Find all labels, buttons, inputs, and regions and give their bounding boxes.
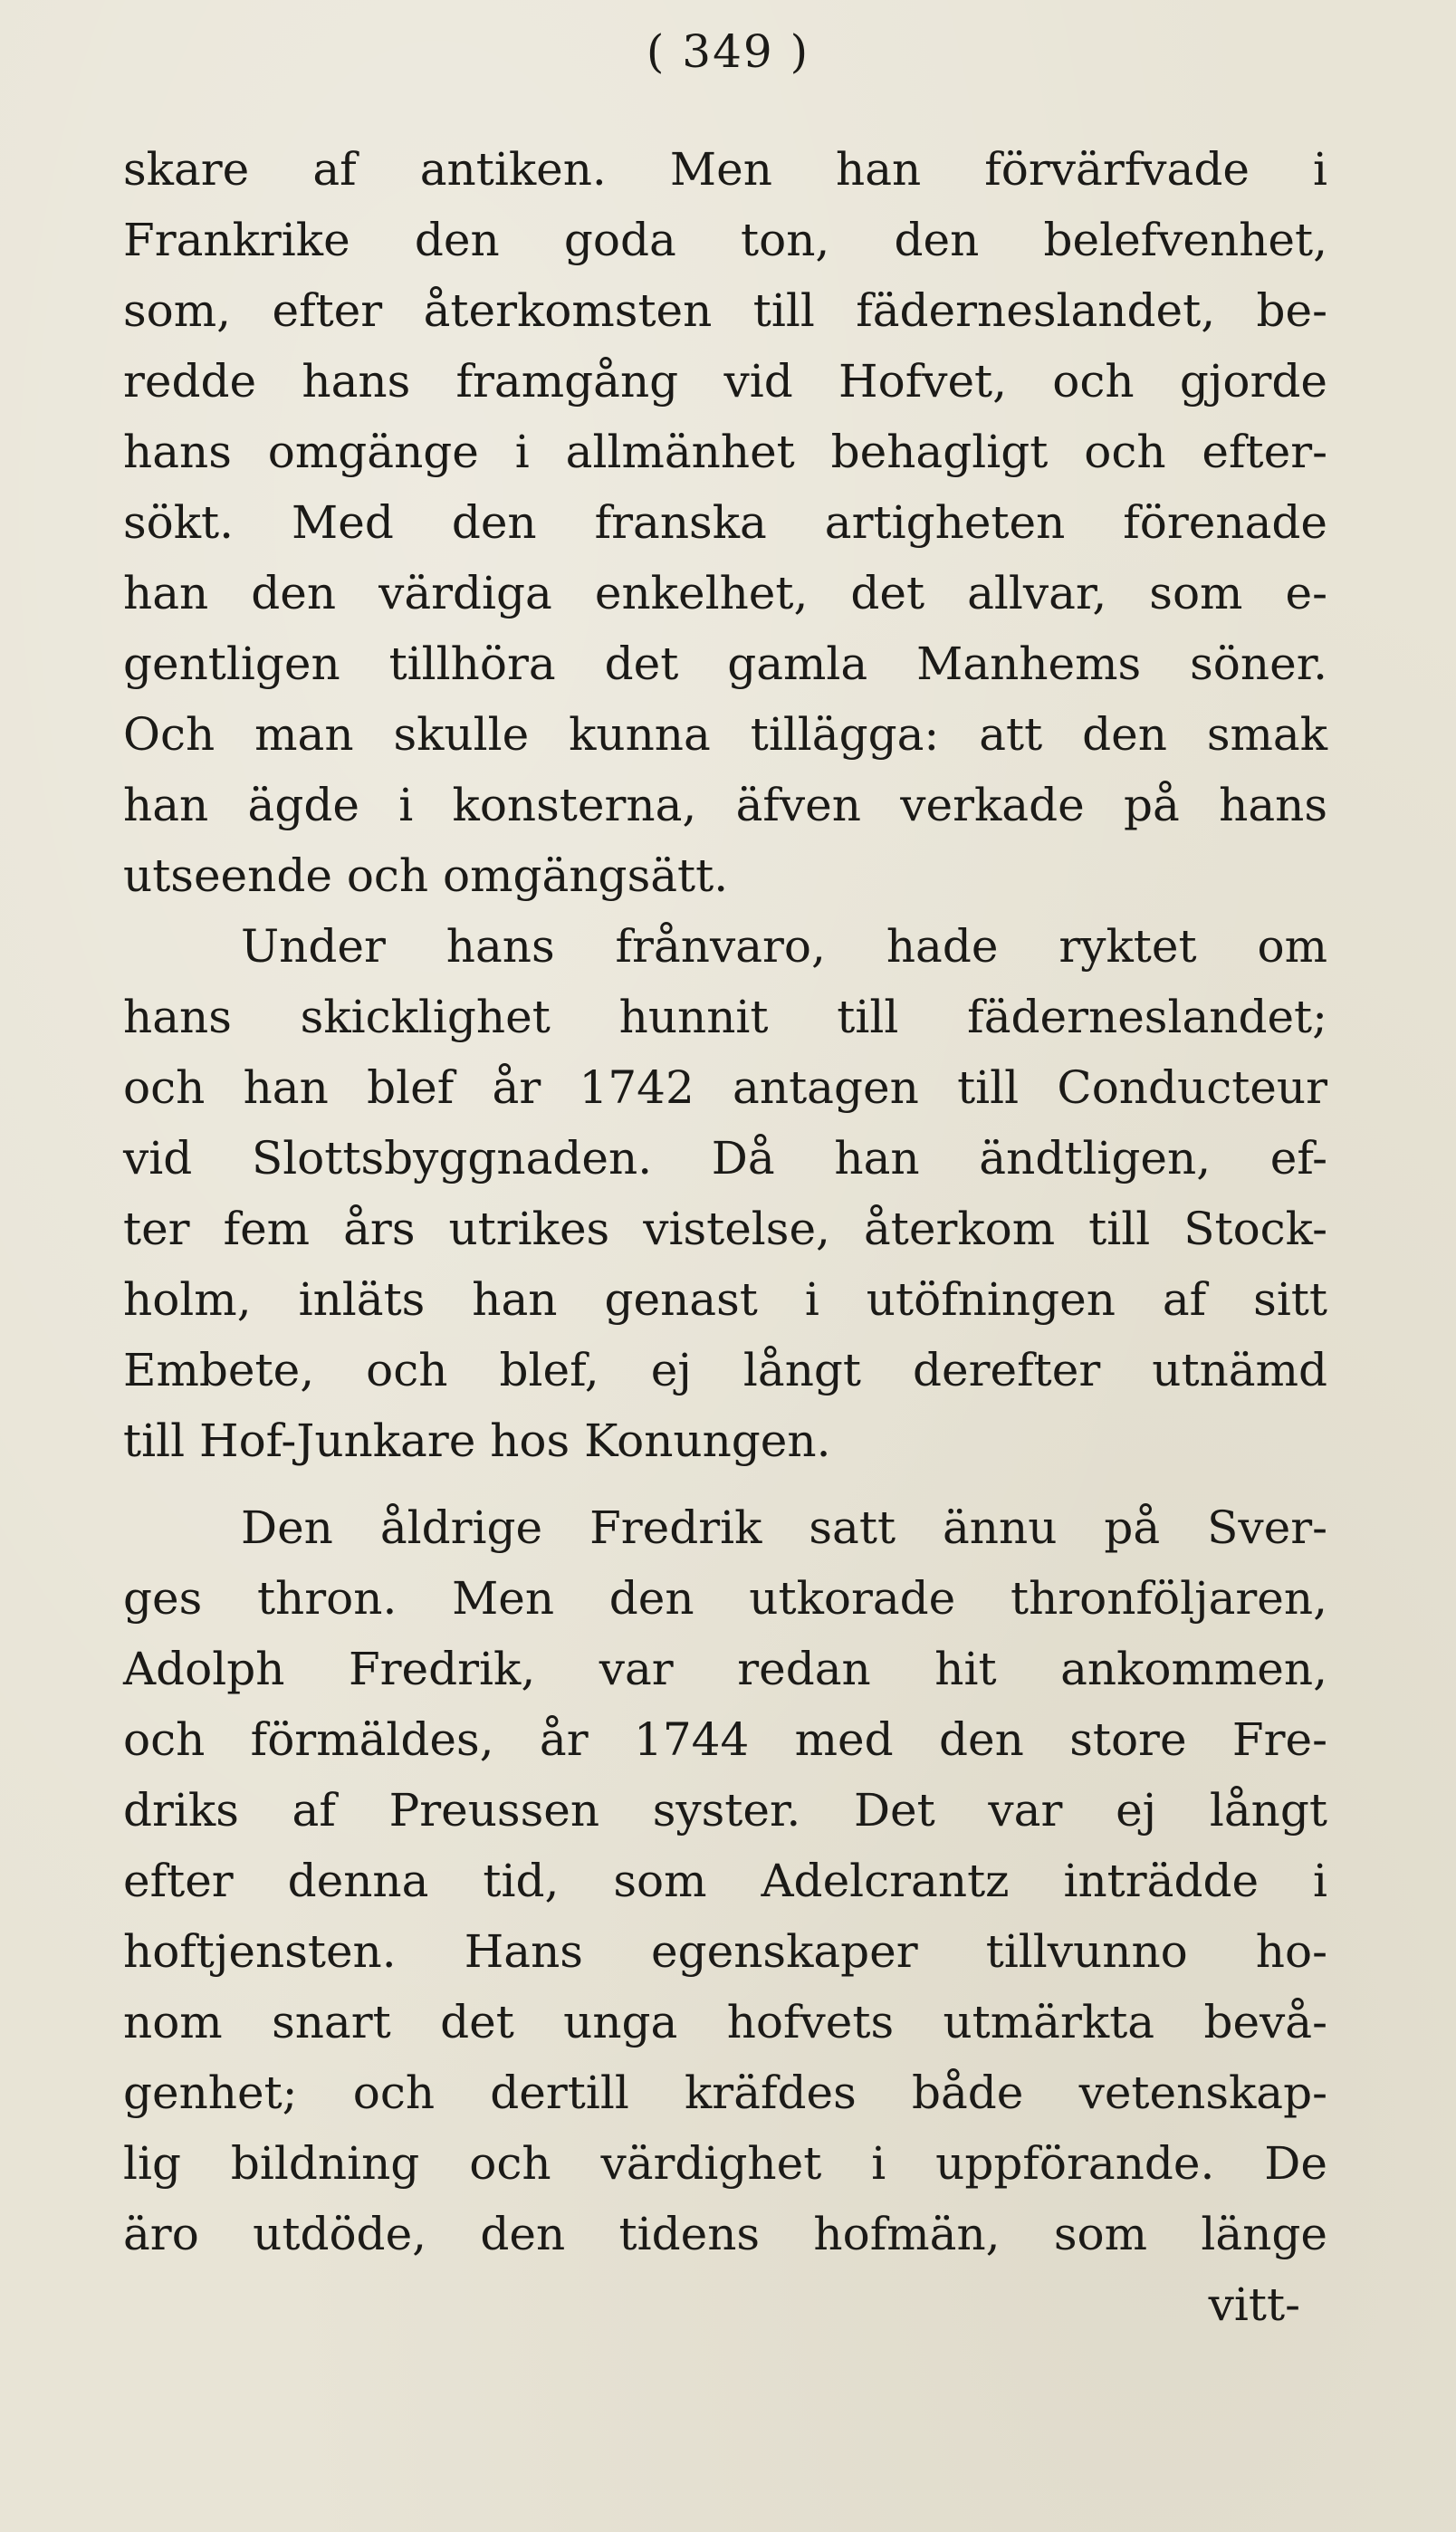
text-line: Frankrike den goda ton, den belefvenhet,: [123, 214, 1327, 266]
text-line: han den värdiga enkelhet, det allvar, som e-: [123, 567, 1327, 619]
text-line: nom snart det unga hofvets utmärkta bevå-: [123, 1996, 1327, 2048]
text-line: och förmäldes, år 1744 med den store Fre-: [123, 1713, 1327, 1766]
text-line: genhet; och dertill kräfdes både vetenskap-: [123, 2067, 1327, 2119]
text-line: skare af antiken. Men han förvärfvade i: [123, 143, 1327, 196]
text-line: ges thron. Men den utkorade thronföljaren,: [123, 1572, 1327, 1625]
page-number: ( 349 ): [646, 25, 810, 78]
text-line: driks af Preussen syster. Det var ej långt: [123, 1784, 1327, 1837]
text-line: Adolph Fredrik, var redan hit ankommen,: [123, 1643, 1327, 1695]
text-line: Och man skulle kunna tillägga: att den smak: [123, 708, 1327, 761]
text-line: gentligen tillhöra det gamla Manhems söner.: [123, 638, 1327, 690]
text-line: redde hans framgång vid Hofvet, och gjorde: [123, 355, 1327, 408]
body-text: [123, 134, 1327, 2340]
text-line: Den åldrige Fredrik satt ännu på Sver-: [241, 1501, 1327, 1554]
catchword: vitt-: [1208, 2278, 1300, 2331]
text-line: holm, inläts han genast i utöfningen af sitt: [123, 1273, 1327, 1326]
text-line: utseende och omgängsätt.: [123, 849, 729, 902]
text-line: sökt. Med den franska artigheten förenade: [123, 496, 1327, 549]
text-line: hoftjensten. Hans egenskaper tillvunno ho-: [123, 1925, 1327, 1978]
text-line: lig bildning och värdighet i uppförande. De: [123, 2137, 1327, 2190]
text-line: han ägde i konsterna, äfven verkade på hans: [123, 779, 1327, 831]
paragraph-2: [123, 911, 1327, 1476]
paragraph-gap: [123, 1476, 1327, 1492]
text-line: äro utdöde, den tidens hofmän, som länge: [123, 2208, 1327, 2260]
text-line: som, efter återkomsten till fäderneslandet, be-: [123, 284, 1327, 337]
text-line: till Hof-Junkare hos Konungen.: [123, 1415, 831, 1467]
text-line: ter fem års utrikes vistelse, återkom till Stock-: [123, 1203, 1327, 1255]
text-line: hans skicklighet hunnit till fäderneslandet;: [123, 991, 1327, 1043]
text-line: efter denna tid, som Adelcrantz inträdde i: [123, 1855, 1327, 1907]
text-line: Embete, och blef, ej långt derefter utnämd: [123, 1344, 1327, 1396]
text-line: vid Slottsbyggnaden. Då han ändtligen, ef-: [123, 1132, 1327, 1184]
text-line: hans omgänge i allmänhet behagligt och efter-: [123, 426, 1327, 478]
paragraph-3: [123, 1492, 1327, 2269]
paragraph-1: [123, 134, 1327, 911]
text-line: Under hans frånvaro, hade ryktet om: [241, 920, 1327, 973]
text-line: och han blef år 1742 antagen till Conducteur: [123, 1061, 1327, 1114]
